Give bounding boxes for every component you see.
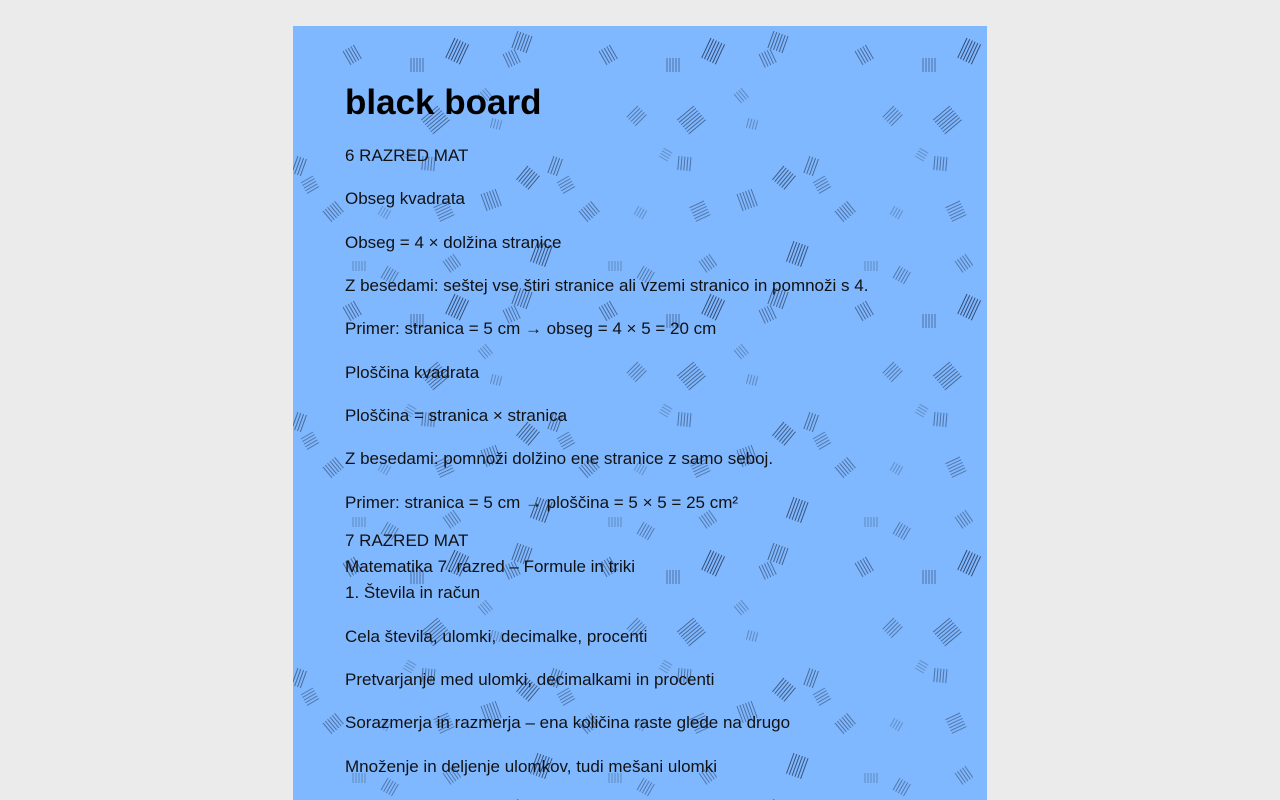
hatch-mark xyxy=(323,457,343,477)
hatch-mark xyxy=(678,412,691,427)
page-title: black board xyxy=(345,83,542,122)
hatch-mark xyxy=(293,668,306,688)
hatch-mark xyxy=(958,550,981,576)
hatch-mark xyxy=(923,58,935,72)
hatch-mark xyxy=(579,201,599,221)
hatch-mark xyxy=(548,156,563,176)
perimeter-words: Z besedami: seštej vse štiri stranice ali vzemi stranico in pomnoži s 4. xyxy=(345,276,869,295)
hatch-mark xyxy=(915,148,928,161)
hatch-mark xyxy=(637,522,654,540)
hatch-mark xyxy=(772,422,795,445)
hatch-mark xyxy=(934,156,947,171)
hatch-mark xyxy=(835,713,855,733)
hatch-mark xyxy=(443,254,461,272)
hatch-mark xyxy=(677,362,705,390)
hatch-mark xyxy=(512,31,532,53)
hatch-mark xyxy=(893,778,910,796)
hatch-mark xyxy=(865,261,877,271)
hatch-mark xyxy=(381,778,398,796)
hatch-mark xyxy=(323,201,343,221)
hatch-mark xyxy=(933,618,961,646)
hatch-mark xyxy=(893,266,910,284)
hatch-mark xyxy=(659,148,672,161)
hatch-mark xyxy=(557,176,575,193)
grade-7-subtitle: Matematika 7. razred – Formule in triki xyxy=(345,557,636,576)
hatch-mark xyxy=(768,543,788,565)
hatch-mark xyxy=(915,404,928,417)
hatch-mark xyxy=(835,457,855,477)
hatch-mark xyxy=(702,38,725,64)
hatch-mark xyxy=(955,510,973,528)
hatch-mark xyxy=(343,301,361,321)
hatch-mark xyxy=(478,344,493,359)
area-formula: Ploščina = stranica × stranica xyxy=(345,406,568,425)
hatch-mark xyxy=(772,678,795,701)
topic-1-heading: 1. Števila in račun xyxy=(345,583,481,602)
hatch-mark xyxy=(786,753,808,779)
hatch-mark xyxy=(933,106,961,134)
hatch-mark xyxy=(768,31,788,53)
hatch-mark xyxy=(734,344,749,359)
hatch-mark xyxy=(813,176,831,193)
hatch-mark xyxy=(678,156,691,171)
hatch-mark xyxy=(637,778,654,796)
perimeter-title: Obseg kvadrata xyxy=(345,189,466,208)
hatch-mark xyxy=(786,241,808,267)
hatch-mark xyxy=(813,432,831,449)
hatch-mark xyxy=(446,294,469,320)
blackboard-panel xyxy=(293,26,987,800)
hatch-mark xyxy=(883,106,903,126)
perimeter-formula: Obseg = 4 × dolžina stranice xyxy=(345,233,562,252)
hatch-mark xyxy=(667,58,679,72)
hatch-mark xyxy=(958,38,981,64)
hatch-mark xyxy=(689,201,710,221)
hatch-mark xyxy=(490,374,501,386)
hatch-mark xyxy=(634,206,647,219)
hatch-mark xyxy=(301,176,319,193)
area-words: Z besedami: pomnoži dolžino ene stranice z samo seboj. xyxy=(345,449,774,468)
hatch-mark xyxy=(890,206,903,219)
hatch-mark xyxy=(772,166,795,189)
hatch-mark xyxy=(934,668,947,683)
hatch-mark xyxy=(890,718,903,731)
hatch-mark xyxy=(353,261,365,271)
grade-7-heading: 7 RAZRED MAT xyxy=(345,531,469,550)
hatch-mark xyxy=(883,618,903,638)
hatch-mark xyxy=(737,189,757,211)
hatch-mark xyxy=(353,517,365,527)
hatch-mark xyxy=(955,766,973,784)
hatch-mark xyxy=(702,550,725,576)
hatch-mark xyxy=(699,254,717,272)
hatch-mark xyxy=(933,362,961,390)
hatch-mark xyxy=(890,462,903,475)
hatch-mark xyxy=(746,118,757,130)
hatch-mark xyxy=(883,362,903,382)
hatch-mark xyxy=(786,497,808,523)
hatch-mark xyxy=(343,45,361,65)
hatch-mark xyxy=(301,432,319,449)
hatch-mark xyxy=(865,773,877,783)
hatch-mark xyxy=(478,600,493,615)
hatch-mark xyxy=(945,713,966,733)
hatch-mark xyxy=(599,45,617,65)
hatch-mark xyxy=(759,49,776,68)
hatch-mark xyxy=(855,557,873,577)
hatch-mark xyxy=(557,688,575,705)
hatch-mark xyxy=(609,261,621,271)
hatch-mark xyxy=(677,106,705,134)
topic-item: Cela števila, ulomki, decimalke, procenti xyxy=(345,627,648,646)
grade-6-heading: 6 RAZRED MAT xyxy=(345,146,469,165)
hatch-mark xyxy=(557,432,575,449)
hatch-mark xyxy=(503,49,520,68)
area-example: Primer: stranica = 5 cm → ploščina = 5 × 5 = 25 cm² xyxy=(345,493,739,512)
hatch-mark xyxy=(609,517,621,527)
hatch-mark xyxy=(855,301,873,321)
hatch-mark xyxy=(293,412,306,432)
hatch-mark xyxy=(411,58,423,72)
hatch-mark xyxy=(759,305,776,324)
hatch-mark xyxy=(865,517,877,527)
hatch-mark xyxy=(813,688,831,705)
hatch-mark xyxy=(734,600,749,615)
hatch-mark xyxy=(702,294,725,320)
hatch-mark xyxy=(923,314,935,328)
hatch-mark xyxy=(945,457,966,477)
hatch-mark xyxy=(855,45,873,65)
hatch-mark xyxy=(667,570,679,584)
hatch-mark xyxy=(804,412,819,432)
area-title: Ploščina kvadrata xyxy=(345,363,480,382)
hatch-mark xyxy=(915,660,928,673)
hatch-mark xyxy=(958,294,981,320)
hatch-mark xyxy=(945,201,966,221)
hatch-mark xyxy=(804,156,819,176)
topic-item: Sorazmerja in razmerja – ena količina raste glede na drugo xyxy=(345,713,791,732)
hatch-mark xyxy=(599,301,617,321)
hatch-mark xyxy=(923,570,935,584)
perimeter-example: Primer: stranica = 5 cm → obseg = 4 × 5 = 20 cm xyxy=(345,319,717,338)
hatch-mark xyxy=(627,106,647,126)
hatch-mark xyxy=(804,668,819,688)
hatch-mark xyxy=(746,374,757,386)
hatch-mark xyxy=(293,156,306,176)
hatch-mark xyxy=(323,713,343,733)
hatch-mark xyxy=(516,166,539,189)
hatch-mark xyxy=(627,362,647,382)
hatch-mark xyxy=(955,254,973,272)
hatch-mark xyxy=(893,522,910,540)
hatch-mark xyxy=(734,88,749,103)
hatch-mark xyxy=(677,618,705,646)
topic-item: Množenje in deljenje ulomkov, tudi mešani ulomki xyxy=(345,757,717,776)
hatch-mark xyxy=(301,688,319,705)
hatch-mark xyxy=(746,630,757,642)
hatch-mark xyxy=(481,189,501,211)
hatch-mark xyxy=(835,201,855,221)
hatch-mark xyxy=(759,561,776,580)
hatch-mark xyxy=(446,38,469,64)
hatch-mark xyxy=(934,412,947,427)
topic-item: Pretvarjanje med ulomki, decimalkami in procenti xyxy=(345,670,715,689)
hatch-mark xyxy=(659,404,672,417)
